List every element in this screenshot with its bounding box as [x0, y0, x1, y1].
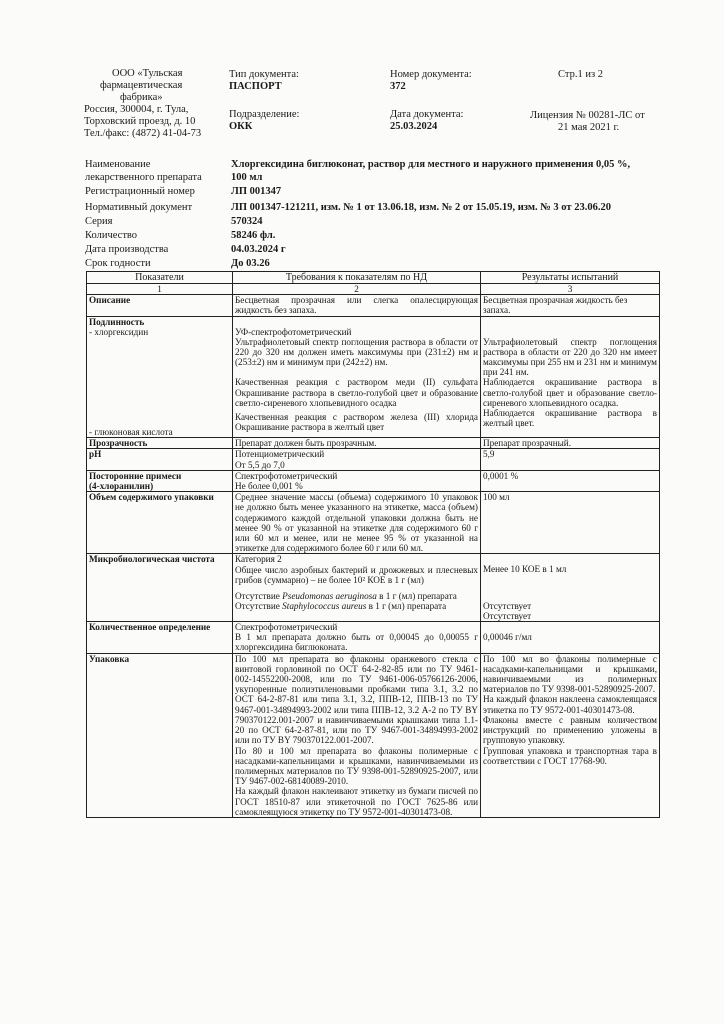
row-micro-req2: Общее число аэробных бактерий и дрожжевых и плесневых грибов (суммарно) – не более 10² КОЕ в 1 г (мл) — [235, 564, 478, 585]
info-value: Хлоргексидина биглюконат, раствор для местного и наружного применения 0,05 %, — [231, 159, 631, 170]
table-row — [87, 295, 660, 316]
row-volume-res: 100 мл — [481, 492, 660, 554]
row-micro-req4-a: Отсутствие — [235, 601, 283, 612]
row-micro-req3-organism: Pseudomonas aeruginosa — [282, 591, 377, 602]
company-name-line1: ООО «Тульская — [112, 68, 183, 79]
table-header-row — [87, 272, 660, 284]
division-block — [229, 109, 299, 133]
row-impurities-req1: Спектрофотометрический — [235, 470, 338, 481]
row-package-res3: Флаконы вместе с равным количеством инструкций по применению уложены в групповую упаковку. — [483, 714, 657, 746]
row-micro-req3 — [235, 591, 478, 601]
info-value: 04.03.2024 г — [231, 244, 286, 255]
license-line1: Лицензия № 00281-ЛС от — [530, 110, 645, 121]
row-package-name: Упаковка — [87, 653, 233, 817]
company-phone: Тел./факс: (4872) 41-04-73 — [84, 128, 202, 139]
doc-type-label: Тип документа: — [229, 69, 299, 80]
row-micro-req3-a: Отсутствие — [235, 591, 283, 602]
row-package-res-cell — [481, 653, 660, 817]
table-row — [87, 449, 660, 470]
row-clarity-name: Прозрачность — [87, 438, 233, 449]
page-number: Стр.1 из 2 — [558, 69, 603, 80]
row-impurities-req2: Не более 0,001 % — [235, 481, 303, 492]
doc-number-block — [390, 69, 472, 93]
table-row — [87, 554, 660, 622]
row-ph-req1: Потенциометрический — [235, 449, 325, 460]
company-block — [84, 68, 201, 140]
row-impurities-name-cell — [87, 470, 233, 491]
company-name-line2: фармацевтическая — [100, 80, 183, 91]
row-ph-res: 5,9 — [481, 449, 660, 470]
info-label: Дата производства — [85, 244, 169, 255]
doc-type-value: ПАСПОРТ — [229, 81, 282, 92]
row-micro-req3-b: в 1 г (мл) препарата — [376, 591, 457, 602]
division-value: ОКК — [229, 121, 253, 132]
row-micro-req4 — [235, 601, 478, 611]
row-quant-res: 0,00046 г/мл — [483, 632, 532, 643]
company-address-line2: Торховский проезд, д. 10 — [84, 116, 196, 127]
row-micro-res-cell — [481, 554, 660, 622]
row-package-req3: На каждый флакон наклеивают этикетку из бумаги писчей по ГОСТ 18510-87 или этикеточной по ГОСТ 7625-86 или самоклеящуюся этикетку по ТУ 9572-001-40301473-08. — [235, 786, 478, 817]
doc-number-label: Номер документа: — [390, 69, 472, 80]
row-micro-res4: Отсутствует — [483, 610, 532, 621]
header-requirements: Требования к показателям по НД — [233, 272, 481, 284]
division-label: Подразделение: — [229, 109, 300, 120]
info-value: ЛП 001347-121211, изм. № 1 от 13.06.18, изм. № 2 от 15.05.19, изм. № 3 от 23.06.20 — [231, 202, 611, 213]
company-name-line3: фабрика» — [120, 92, 163, 103]
info-label: Наименование — [85, 159, 151, 170]
row-ph-req2: От 5,5 до 7,0 — [235, 459, 285, 470]
row-clarity-req: Препарат должен быть прозрачным. — [233, 438, 481, 449]
info-label: Срок годности — [85, 258, 151, 269]
header-indicators: Показатели — [87, 272, 233, 284]
license-line2: 21 мая 2021 г. — [558, 122, 620, 133]
table-row — [87, 653, 660, 817]
row-identity-sub1: - хлоргексидин — [89, 326, 149, 337]
row-identity-res3: Наблюдается окрашивание раствора в светло-голубой цвет и образование светло-сиреневого хлопьевидного осадка. — [483, 377, 657, 408]
row-package-req1: По 100 мл препарата во флаконы оранжевого стекла с винтовой горловиной по ОСТ 64-2-82-85 или по ТУ 9461-002-14552200-2008, или по ТУ 9461-006-05766126-2006, укупоренные полиэтиленовыми пробками типа 3.1, 3.2 по ОСТ 64-2-87-81 или типа 3.1, 3.2, ППВ-12, ППВ-13 по ТУ 9467-001-34894993-2002 или типа ППВ-12, 3.2 А-2 по ТУ BY 790370122.001-2007 и навинчиваемыми крышками типа 1.1-20 по ОСТ 64-2-87-81, или по ТУ 9467-001-34894993-2002 или по ТУ BY 790370122.001-2007. — [235, 653, 478, 746]
column-number: 2 — [233, 284, 481, 295]
row-identity-req1: УФ-спектрофотометрический — [235, 326, 352, 337]
row-identity-res2: Ультрафиолетовый спектр поглощения раствора в области от 220 до 320 нм имеет максимумы при 255 нм и 231 нм и минимум при 241 нм. — [483, 336, 657, 378]
row-micro-req4-b: в 1 г (мл) препарата — [366, 601, 447, 612]
row-identity-name: Подлинность — [89, 316, 145, 327]
table-row — [87, 622, 660, 654]
info-label: Регистрационный номер — [85, 186, 195, 197]
row-identity-req-cell — [233, 316, 481, 438]
row-quant-req2: В 1 мл препарата должно быть от 0,00045 до 0,00055 г хлоргексидина биглюконата. — [235, 632, 478, 653]
info-label: лекарственного препарата — [85, 172, 202, 183]
row-volume-req: Среднее значение массы (объема) содержимого 10 упаковок не должно быть менее указанного на этикетке, масса (объем) содержимого каждой отдельной упаковки должна быть не менее 90 % от указанной на этикетке для содержимого 60 г или 60 мл и менее, или не менее 95 % от указанной на этикетке для содержимого более 60 г или 60 мл. — [233, 492, 481, 554]
row-package-res4: Групповая упаковка и транспортная тара в соответствии с ГОСТ 17768-90. — [483, 745, 657, 766]
row-quant-req-cell — [233, 622, 481, 654]
row-quant-res-cell — [481, 622, 660, 654]
row-identity-name-cell — [87, 316, 233, 438]
row-quant-req1: Спектрофотометрический — [235, 622, 338, 633]
row-ph-name: pH — [87, 449, 233, 470]
row-identity-req4: Качественная реакция с раствором железа (III) хлорида Окрашивание раствора в желтый цвет — [235, 412, 478, 433]
row-identity-sub2: - глюконовая кислота — [89, 427, 173, 438]
row-package-req-cell — [233, 653, 481, 817]
license-block — [530, 110, 645, 134]
doc-date-value: 25.03.2024 — [390, 121, 438, 132]
row-volume-name: Объем содержимого упаковки — [87, 492, 233, 554]
table-number-row — [87, 284, 660, 295]
info-label: Количество — [85, 230, 138, 241]
row-micro-res3: Отсутствует — [483, 600, 532, 611]
info-value: 58246 фл. — [231, 230, 276, 241]
row-description-req: Бесцветная прозрачная или слегка опалесцирующая жидкость без запаха. — [233, 295, 481, 316]
row-identity-req3: Качественная реакция с раствором меди (II) сульфата Окрашивание раствора в светло-голубой цвет и образование светло-сиреневого хлопьевидного осадка — [235, 377, 478, 408]
table-row — [87, 438, 660, 449]
row-description-name: Описание — [87, 295, 233, 316]
company-address-line1: Россия, 300004, г. Тула, — [84, 104, 189, 115]
row-impurities-res: 0,0001 % — [481, 470, 660, 491]
table-row — [87, 470, 660, 491]
row-micro-name: Микробиологическая чистота — [87, 554, 233, 622]
info-value: До 03.26 — [231, 258, 270, 269]
info-label: Серия — [85, 216, 113, 227]
doc-type-block — [229, 69, 299, 93]
table-row — [87, 316, 660, 438]
row-impurities-name1: Посторонние примеси — [89, 470, 182, 481]
header-results: Результаты испытаний — [481, 272, 660, 284]
doc-number-value: 372 — [390, 81, 406, 92]
info-label: Нормативный документ — [85, 202, 193, 213]
row-impurities-req-cell — [233, 470, 481, 491]
doc-date-block — [390, 109, 463, 133]
info-value: 100 мл — [231, 172, 263, 183]
row-identity-res-cell — [481, 316, 660, 438]
column-number: 1 — [87, 284, 233, 295]
row-ph-req-cell — [233, 449, 481, 470]
row-package-res2: На каждый флакон наклеена самоклеящаяся этикетка по ТУ 9572-001-40301473-08. — [483, 694, 657, 715]
row-identity-res4: Наблюдается окрашивание раствора в желтый цвет. — [483, 408, 657, 429]
row-micro-req1: Категория 2 — [235, 554, 282, 565]
row-package-res1: По 100 мл во флаконы полимерные с насадками-капельницами и крышками, навинчиваемыми из полимерных материалов по ТУ 9398-001-52890925-2007. — [483, 653, 657, 695]
row-quant-name: Количественное определение — [87, 622, 233, 654]
results-table — [86, 271, 660, 818]
row-micro-res2: Менее 10 КОЕ в 1 мл — [483, 564, 567, 575]
row-impurities-name2: (4-хлоранилин) — [89, 481, 154, 492]
info-value: ЛП 001347 — [231, 186, 282, 197]
row-package-req2: По 80 и 100 мл препарата во флаконы полимерные с насадками-капельницами и крышками, навинчиваемыми из полимерных материалов по ТУ 9398-001-52890925-2007, или ТУ 9467-002-68140089-2010. — [235, 745, 478, 787]
row-clarity-res: Препарат прозрачный. — [481, 438, 660, 449]
table-row — [87, 492, 660, 554]
row-micro-req-cell — [233, 554, 481, 622]
column-number: 3 — [481, 284, 660, 295]
doc-date-label: Дата документа: — [390, 109, 464, 120]
row-description-res: Бесцветная прозрачная жидкость без запаха. — [481, 295, 660, 316]
info-value: 570324 — [231, 216, 263, 227]
row-micro-req4-organism: Staphylococcus aureus — [282, 601, 367, 612]
row-identity-req2: Ультрафиолетовый спектр поглощения раствора в области от 220 до 320 нм должен иметь максимумы при (231±2) нм и (253±2) нм и минимум при (242±2) нм. — [235, 336, 478, 368]
